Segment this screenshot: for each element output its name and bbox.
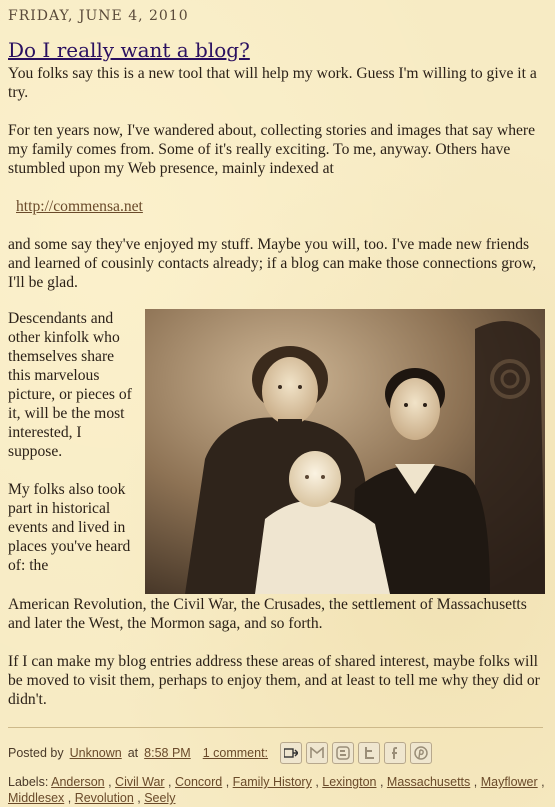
twitter-icon[interactable]: [358, 742, 380, 764]
post-divider: [8, 727, 543, 728]
post-time-link[interactable]: 8:58 PM: [144, 746, 191, 760]
share-buttons: [280, 742, 432, 764]
label-link[interactable]: Concord: [175, 775, 223, 789]
label-link[interactable]: Anderson: [51, 775, 105, 789]
post-paragraph: If I can make my blog entries address these areas of shared interest, maybe folks will be moved to visit them, perhaps to enjoy them, and at least to tell me why they did or didn't.: [8, 653, 540, 708]
labels-line: Labels: Anderson , Civil War , Concord , Family History , Lexington , Massachusetts , Mayflower , Middlesex , Revolution , Seely: [8, 775, 545, 805]
post-paragraph: and some say they've enjoyed my stuff. Maybe you will, too. I've made new friends and learned of cousinly contacts already; if a blog can make those connections grow, I'll be glad.: [8, 236, 537, 291]
post-footer: [8, 742, 553, 806]
posted-by-label: Posted by: [8, 746, 64, 760]
label-link[interactable]: Family History: [232, 775, 312, 789]
site-link-line: [16, 197, 548, 216]
pinterest-icon[interactable]: [410, 742, 432, 764]
post-meta-row: [8, 742, 553, 764]
email-post-icon[interactable]: [280, 742, 302, 764]
float-text: [8, 309, 138, 594]
facebook-icon[interactable]: [384, 742, 406, 764]
date-header: FRIDAY, JUNE 4, 2010: [8, 8, 189, 24]
label-link[interactable]: Lexington: [322, 775, 377, 789]
author-link[interactable]: Unknown: [69, 746, 122, 760]
post-paragraph: My folks also took part in historical events and lived in places you've heard of: the: [8, 481, 131, 574]
label-link[interactable]: Revolution: [74, 791, 134, 805]
labels-label: Labels:: [8, 775, 49, 789]
gmail-icon[interactable]: [306, 742, 328, 764]
post-paragraph: Descendants and other kinfolk who themselves share this marvelous picture, or pieces of it, will be the most interested, I suppose.: [8, 310, 132, 460]
label-link[interactable]: Mayflower: [480, 775, 538, 789]
post-title: [8, 37, 250, 63]
post-body-continued: [8, 595, 548, 728]
post-paragraph: For ten years now, I've wandered about, collecting stories and images that say where my family comes from. Some of it's really exciting. To me, anyway. Others have stumbled upon my Web presence, mainly indexed at: [8, 122, 536, 177]
post-paragraph: You folks say this is a new tool that will help my work. Guess I'm willing to give it a try.: [8, 65, 537, 101]
label-link[interactable]: Seely: [144, 791, 176, 805]
label-link[interactable]: Civil War: [115, 775, 165, 789]
family-photo: [145, 309, 545, 594]
label-link[interactable]: Massachusetts: [386, 775, 471, 789]
at-label: at: [127, 746, 139, 760]
post-body: [8, 64, 548, 311]
post-title-link[interactable]: Do I really want a blog?: [8, 38, 250, 62]
site-link[interactable]: http://commensa.net: [16, 198, 143, 215]
comments-link[interactable]: 1 comment:: [202, 746, 269, 760]
blogger-icon[interactable]: [332, 742, 354, 764]
family-photo-image: [145, 309, 545, 594]
post-paragraph: American Revolution, the Civil War, the Crusades, the settlement of Massachusetts and later the West, the Mormon saga, and so forth.: [8, 596, 527, 632]
label-link[interactable]: Middlesex: [8, 791, 65, 805]
